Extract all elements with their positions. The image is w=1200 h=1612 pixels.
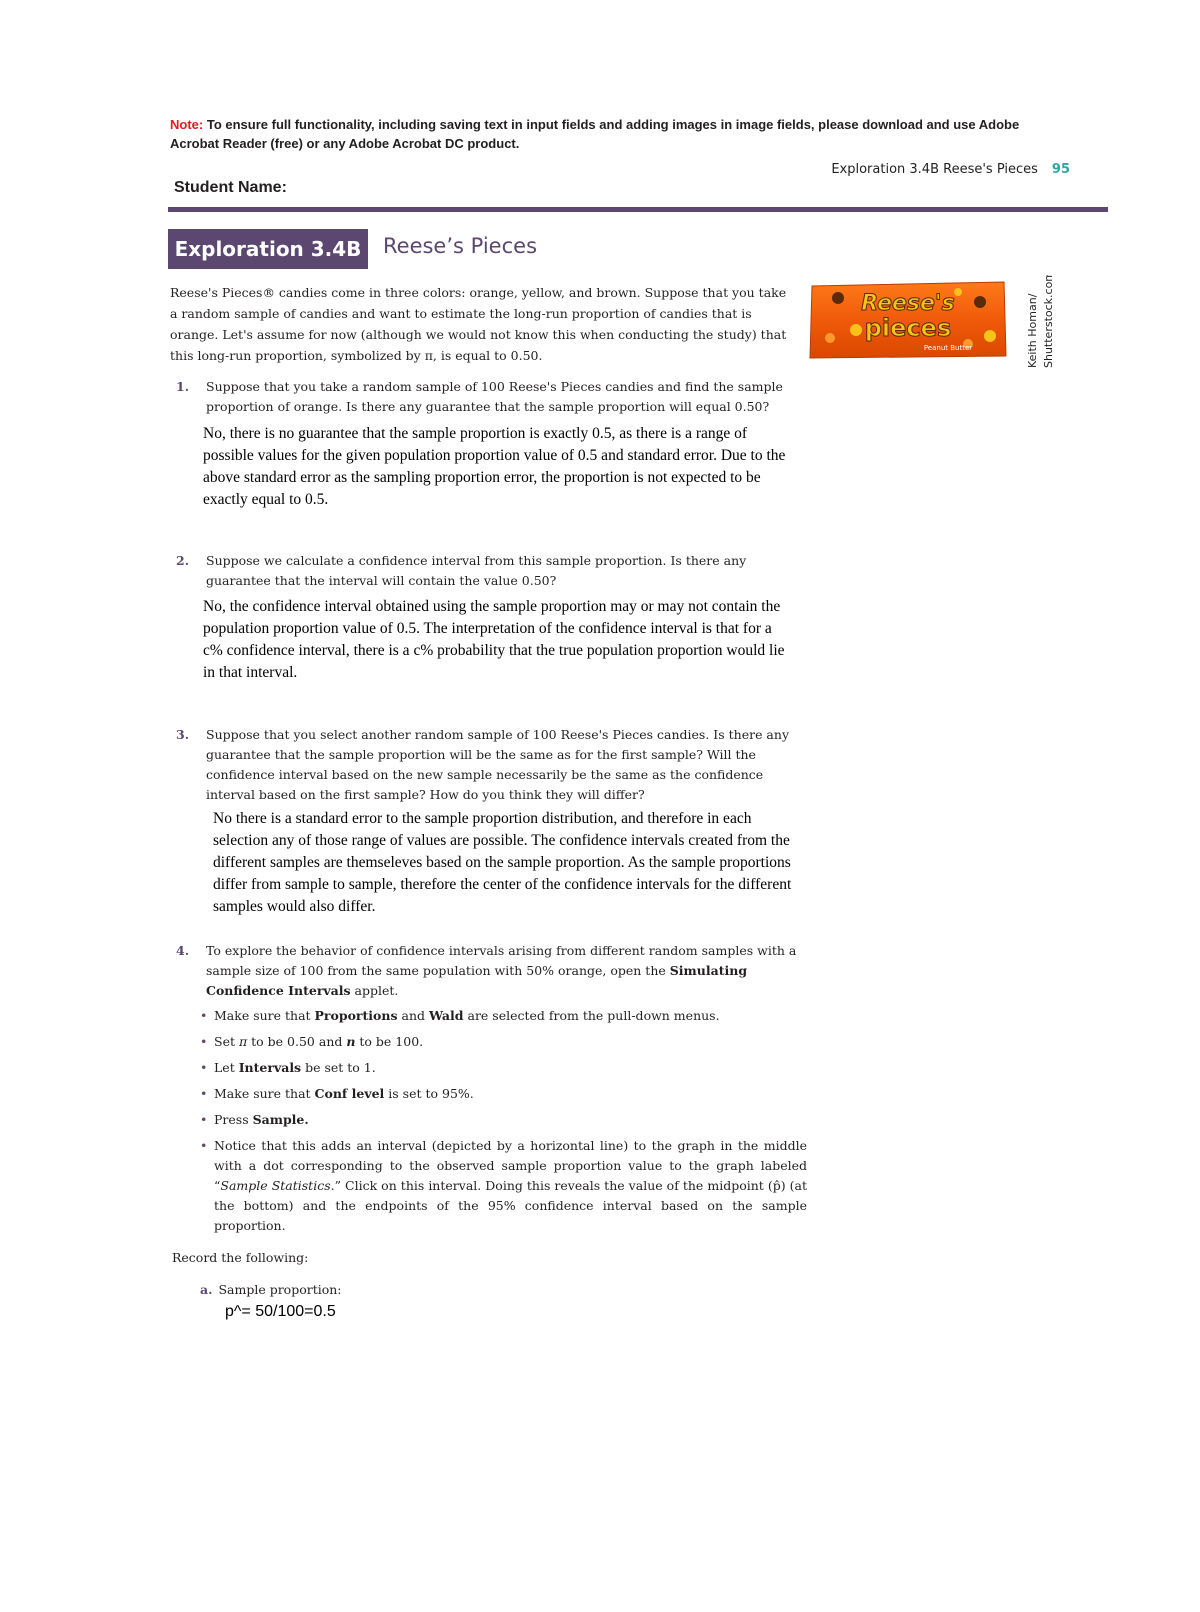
- question-3-number: 3.: [176, 727, 190, 742]
- applet-name: Simulating Confidence Intervals: [206, 963, 748, 998]
- q4-bullet-list: [200, 1006, 807, 1242]
- q4-text-a: To explore the behavior of confidence intervals arising from different random samples with a sample size of 100 from the same population with 50% orange, open the: [206, 943, 797, 978]
- question-3: [176, 725, 796, 805]
- exploration-label: Exploration 3.4B: [168, 229, 368, 269]
- acrobat-note: [170, 115, 1070, 153]
- record-following-label: Record the following:: [172, 1250, 309, 1265]
- brand-bottom-text: pieces: [864, 314, 952, 342]
- image-credit: [1022, 275, 1062, 370]
- question-4-number: 4.: [176, 943, 190, 958]
- q4-text-b: applet.: [350, 983, 399, 998]
- bullet-item: • Let Intervals be set to 1.: [200, 1058, 807, 1078]
- bullet-item: • Press Sample.: [200, 1110, 807, 1130]
- answer-1-field[interactable]: No, there is no guarantee that the sample proportion is exactly 0.5, as there is a range of possible values for the given population proportion value of 0.5 and standard error. Due to the above standard error as the sampling proportion error, the proportion is not expected to be exactly equal to 0.5.: [203, 425, 786, 508]
- credit-line-2: Shutterstock.com: [1042, 275, 1055, 368]
- question-1: [176, 377, 811, 417]
- question-2-number: 2.: [176, 553, 190, 568]
- bullet-item: • Set π to be 0.50 and n to be 100.: [200, 1032, 807, 1052]
- sub-question-a-label: a.: [200, 1282, 213, 1297]
- bullet-item: • Notice that this adds an interval (depicted by a horizontal line) to the graph in the middle with a dot corresponding to the observed sample proportion value to the graph labeled “Sample Statistics.” Click on this interval. Doing this reveals the value of the midpoint (p̂) (at the bottom) and the endpoints of the 95% confidence interval based on the sample proportion.: [200, 1136, 807, 1236]
- sub-question-a: [200, 1282, 342, 1297]
- question-1-text: Suppose that you take a random sample of 100 Reese's Pieces candies and find the sample proportion of orange. Is there any guarantee that the sample proportion will equal 0.50?: [206, 379, 783, 414]
- brand-sub-text: Peanut Butter: [923, 344, 973, 352]
- question-1-number: 1.: [176, 379, 190, 394]
- student-name-label: Student Name:: [174, 179, 287, 196]
- question-3-text: Suppose that you select another random sample of 100 Reese's Pieces candies. Is there any guarantee that the sample proportion will be the same as for the first sample? Will the confidence interval based on the new sample necessarily be the same as the confidence interval based on the first sample? How do you think they will differ?: [206, 727, 790, 802]
- brand-top-text: Reese's: [861, 291, 955, 316]
- intro-paragraph: Reese's Pieces® candies come in three colors: orange, yellow, and brown. Suppose that you take a random sample of candies and want to estimate the long-run proportion of candies that is orange. Let's assume for now (although we would not know this when conducting the study) that this long-run proportion, symbolized by π, is equal to 0.50.: [170, 285, 787, 363]
- question-4: [176, 941, 806, 1001]
- bullet-item: • Make sure that Proportions and Wald are selected from the pull-down menus.: [200, 1006, 807, 1026]
- question-2: [176, 551, 811, 591]
- candy-package-image: [808, 278, 1008, 360]
- exploration-title: Reese’s Pieces: [383, 234, 538, 258]
- credit-line-1: Keith Homan/: [1026, 293, 1039, 368]
- answer-2-field[interactable]: No, the confidence interval obtained using the sample proportion may or may not contain the population proportion value of 0.5. The interpretation of the confidence interval is that for a c% confidence interval, there is a c% probability that the true population proportion would lie in that interval.: [203, 598, 785, 681]
- running-header: [831, 162, 1070, 177]
- sub-question-a-text: Sample proportion:: [218, 1282, 342, 1297]
- note-label: Note:: [170, 117, 204, 132]
- running-header-title: Exploration 3.4B Reese's Pieces: [831, 162, 1038, 177]
- question-2-text: Suppose we calculate a confidence interval from this sample proportion. Is there any guarantee that the interval will contain the value 0.50?: [206, 553, 747, 588]
- answer-3-field[interactable]: No there is a standard error to the sample proportion distribution, and therefore in each selection any of those range of values are possible. The confidence intervals created from the different samples are themseleves based on the sample proportion. As the sample proportions differ from sample to sample, therefore the center of the confidence intervals for the different samples would also differ.: [213, 810, 792, 915]
- sample-proportion-field[interactable]: p^= 50/100=0.5: [225, 1303, 336, 1320]
- page-number: 95: [1051, 162, 1070, 177]
- note-text: To ensure full functionality, including saving text in input fields and adding images in image fields, please download and use Adobe Acrobat Reader (free) or any Adobe Acrobat DC product.: [170, 117, 1020, 151]
- header-divider: [168, 207, 1108, 212]
- question-4-text: [206, 941, 806, 1001]
- bullet-item: • Make sure that Conf level is set to 95%.: [200, 1084, 807, 1104]
